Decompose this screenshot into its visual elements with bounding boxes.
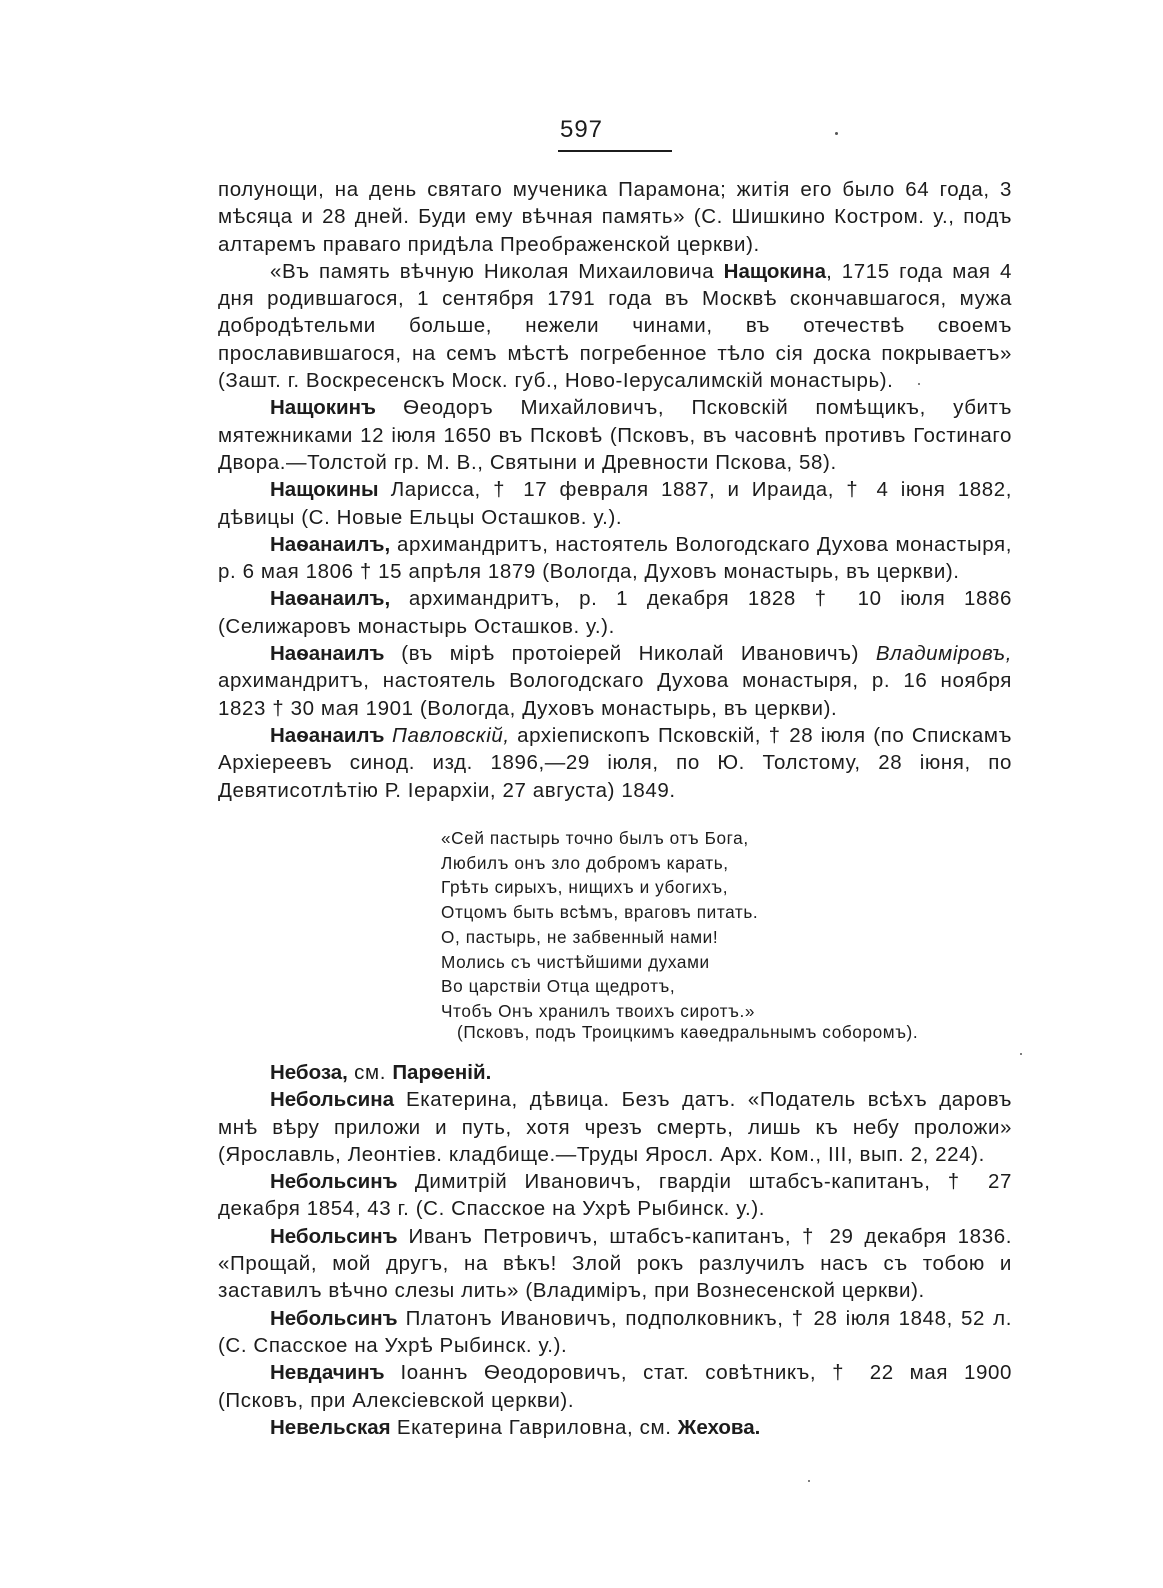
entry-text: Іоаннъ Ѳеодоровичъ, стат. совѣтникъ, † 22 мая 1900 (Псковъ, при Алексіевской церкви).	[218, 1361, 1012, 1412]
entry-text: Ѳеодоръ Михайловичъ, Псковскій помѣщикъ, убитъ мятежниками 12 іюля 1650 въ Псковѣ (Псковъ, въ часовнѣ противъ Гостинаго Двора.—Толстой гр. М. В., Святыни и Древности Пскова, 58).	[218, 396, 1012, 474]
entry-paragraph	[218, 1414, 1012, 1441]
entry-headword: Небоза,	[270, 1061, 348, 1084]
poem-line: Чтобъ Онъ хранилъ твоихъ сиротъ.»	[441, 1000, 755, 1021]
entry-paragraph	[218, 394, 1012, 476]
entry-headword: Небольсинъ	[270, 1224, 398, 1248]
entry-paragraph	[218, 1168, 1012, 1223]
entry-headword: Невдачинъ	[270, 1361, 385, 1385]
entry-text: архимандритъ, р. 1 декабря 1828 † 10 іюля 1886 (Селижаровъ монастырь Осташков. у.).	[218, 587, 1012, 638]
entry-text: Иванъ Петровичъ, штабсъ-капитанъ, † 29 декабря 1836. «Прощай, мой другъ, на вѣкъ! Злой рокъ разлучилъ насъ съ тобою и заставилъ вѣчно слезы лить» (Владиміръ, при Вознесенской церкви).	[218, 1224, 1012, 1303]
poem-line: Любилъ онъ зло добромъ карать,	[441, 852, 729, 873]
entry-headword: Невельская	[270, 1415, 391, 1439]
entry-paragraph	[218, 258, 1012, 394]
entry-headword: Нащокинъ	[270, 396, 376, 420]
entry-text: Екатерина Гавриловна, см.	[390, 1415, 678, 1439]
epitaph-poem	[441, 826, 871, 1024]
entry-paragraph	[218, 176, 1012, 258]
entry-paragraph	[218, 1086, 1012, 1168]
page-number: 597	[559, 116, 604, 143]
entry-headword: Нащокины	[270, 478, 379, 502]
entry-paragraph	[218, 1359, 1012, 1414]
entry-paragraph	[218, 476, 1012, 531]
entry-paragraph	[218, 640, 1012, 722]
entry-headword: Небольсинъ	[270, 1306, 398, 1330]
entry-headword: Небольсина	[270, 1088, 395, 1112]
entry-text: Димитрій Ивановичъ, гвардіи штабсъ-капитанъ, † 27 декабря 1854, 43 г. (С. Спасское на Ухрѣ Рыбинск. у.).	[218, 1170, 1012, 1221]
lower-text-block	[218, 1059, 1012, 1441]
entry-paragraph	[218, 531, 1012, 586]
scan-speck	[835, 132, 838, 135]
poem-line: Во царствіи Отца щедротъ,	[441, 976, 676, 997]
entry-headword: Наѳанаилъ	[270, 723, 385, 747]
entry-headword: Небольсинъ	[270, 1170, 398, 1194]
entry-paragraph	[218, 1223, 1012, 1305]
upper-text-block	[218, 176, 1012, 804]
entry-text: , 1715 года мая 4 дня родившагося, 1 сентября 1791 года въ Москвѣ скончавшагося, мужа добродѣтельми больше, нежели чинами, въ отечествѣ своемъ прославившагося, на семъ мѣстѣ погребенное тѣло сія доска покрываетъ» (Зашт. г. Воскресенскъ Моск. губ., Ново-Іерусалимскій монастырь).	[218, 259, 1012, 393]
poem-source: (Псковъ, подъ Троицкимъ каѳедральнымъ соборомъ).	[457, 1022, 919, 1042]
poem-line: Грѣть сирыхъ, нищихъ и убогихъ,	[441, 877, 729, 898]
scan-speck	[918, 383, 920, 385]
poem-line: «Сей пастырь точно былъ отъ Бога,	[441, 828, 749, 848]
poem-line: Отцомъ быть всѣмъ, враговъ питать.	[441, 902, 759, 923]
entry-paragraph	[218, 722, 1012, 804]
page-number-rule	[558, 150, 672, 152]
scan-speck	[1020, 1053, 1022, 1055]
entry-text: архимандритъ, настоятель Вологодскаго Духова монастыря, р. 6 мая 1806 † 15 апрѣля 1879 (Вологда, Духовъ монастырь, въ церкви).	[218, 532, 1012, 584]
entry-text: «Въ память вѣчную Николая Михаиловича	[270, 259, 724, 283]
entry-text: полунощи, на день святаго мученика Парамона; житія его было 64 года, 3 мѣсяца и 28 дней. Буди ему вѣчная память» (С. Шишкино Костром. у., подъ алтаремъ праваго придѣла Преображенской церкви).	[218, 178, 1012, 256]
entry-text: (въ мірѣ протоіерей Николай Ивановичъ)	[384, 642, 876, 666]
poem-line: О, пастырь, не забвенный нами!	[441, 926, 719, 947]
poem-line: Молись съ чистѣйшими духами	[441, 951, 710, 972]
entry-text: архіепископъ Псковскій, † 28 іюля (по Спискамъ Архіереевъ синод. изд. 1896,—29 іюля, по Ю. Толстому, 28 іюня, по Девятисотлѣтію Р. Іерархіи, 27 августа) 1849.	[218, 723, 1013, 802]
entry-paragraph	[218, 1305, 1012, 1360]
entry-text: архимандритъ, настоятель Вологодскаго Духова монастыря, р. 16 ноября 1823 † 30 мая 1901 (Вологда, Духовъ монастырь, въ церкви).	[218, 669, 1012, 720]
scan-speck	[808, 1480, 810, 1482]
entry-text: Платонъ Ивановичъ, подполковникъ, † 28 іюля 1848, 52 л. (С. Спасское на Ухрѣ Рыбинск. у.).	[218, 1306, 1012, 1357]
entry-headword: Жехова.	[677, 1415, 761, 1439]
entry-headword: Наѳанаилъ,	[270, 587, 391, 611]
entry-paragraph	[218, 1059, 1012, 1086]
entry-paragraph	[218, 585, 1012, 640]
entry-italic-name: Владиміровъ,	[875, 642, 1012, 666]
entry-headword: Наѳанаилъ,	[270, 532, 391, 556]
entry-text: Екатерина, дѣвица. Безъ датъ. «Податель всѣхъ даровъ мнѣ вѣру приложи и путь, хотя чрезъ смерть, лишь къ небу проложи» (Ярославль, Леонтіев. кладбище.—Труды Яросл. Арх. Ком., III, вып. 2, 224).	[218, 1088, 1012, 1166]
entry-headword: Наѳанаилъ	[270, 642, 385, 666]
entry-text	[384, 724, 392, 747]
entry-text: Ларисса, † 17 февраля 1887, и Ираида, † 4 іюня 1882, дѣвицы (С. Новые Ельцы Осташков. у.).	[218, 478, 1012, 529]
entry-headword: Нащокина	[723, 259, 827, 283]
entry-italic-name: Павловскій,	[391, 723, 510, 747]
entry-text: см.	[347, 1061, 393, 1084]
entry-headword: Парѳеній.	[392, 1061, 492, 1084]
